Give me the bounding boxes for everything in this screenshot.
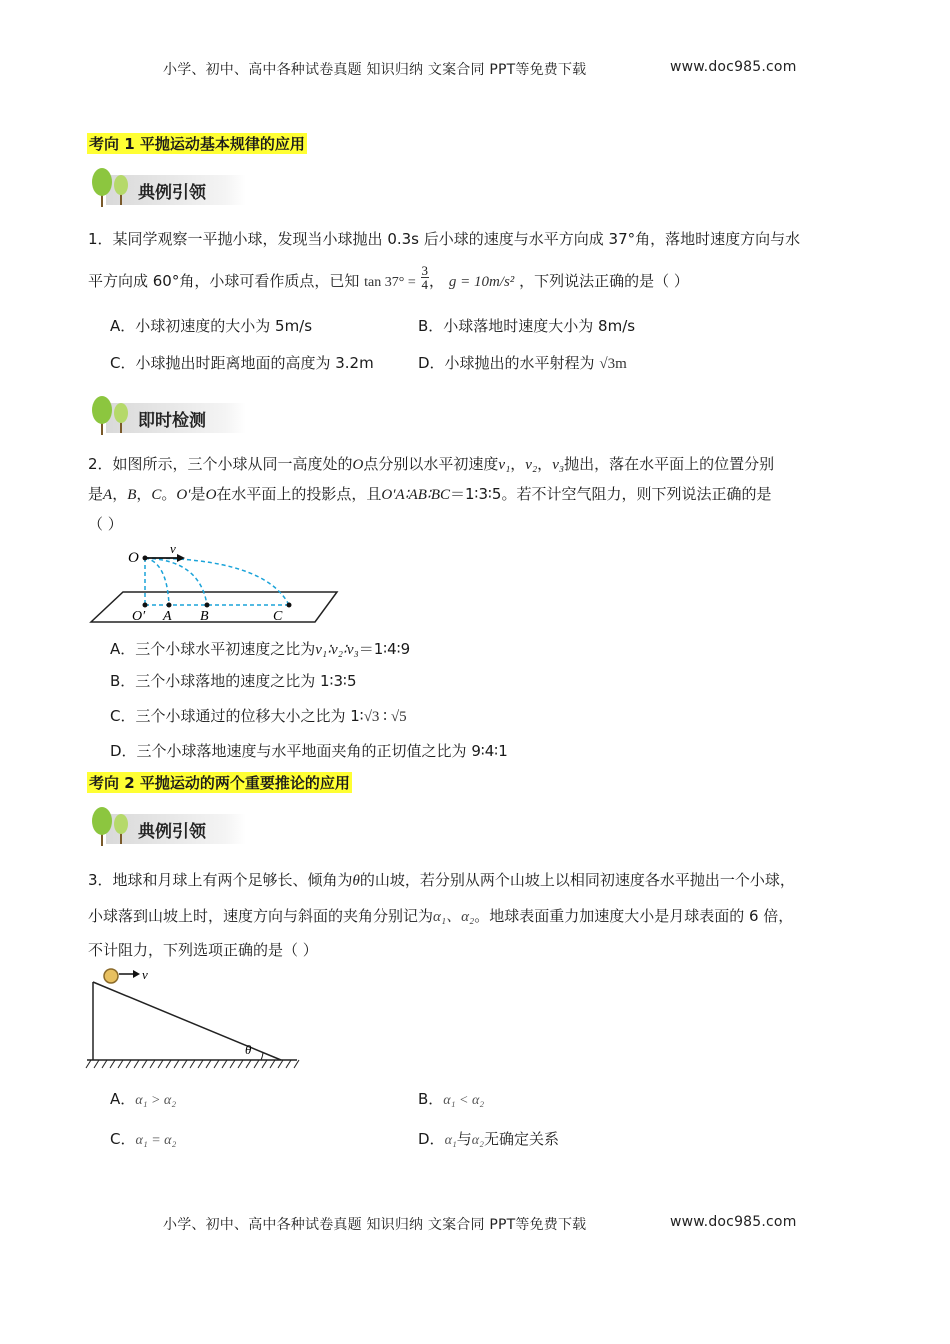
q1-tan-expr: tan 37° = <box>364 275 416 290</box>
label-c: C <box>273 609 283 624</box>
q3-option-c <box>110 1129 176 1151</box>
q3-option-a-label: A． <box>110 1090 136 1108</box>
label-b: B <box>200 609 209 624</box>
banner-check <box>88 395 248 437</box>
q2-v3: v₃ <box>552 457 565 473</box>
q3-option-d-label: D． <box>418 1130 445 1148</box>
q3-line-1-a: 3．地球和月球上有两个足够长、倾角为 <box>88 871 353 889</box>
trajectory-b <box>145 558 207 605</box>
q3-line-1 <box>88 870 795 891</box>
q1-line-2: 平方向成 60°角，小球可看作质点，已知 tan 37° = $\frac{3}{4}$ ， g = 10m/s² ，下列说法正确的是（ ） <box>88 263 689 292</box>
q2-line-2-c: 在水平面上的投影点，且 <box>216 485 382 503</box>
q1-fraction <box>421 264 430 291</box>
q2-option-a-ratio: ＝1∶4∶9 <box>358 640 411 658</box>
q3-option-b <box>418 1089 484 1111</box>
q3-option-d-alpha1: α₁ <box>444 1133 457 1148</box>
banner-label: 典例引领 <box>138 183 206 203</box>
arrow-head-icon <box>133 970 140 978</box>
q3-option-a-math: α₁ > α₂ <box>135 1093 177 1108</box>
q2-v2: v₂ <box>525 457 538 473</box>
q2-option-b: B．三个小球落地的速度之比为 1∶3∶5 <box>110 672 357 690</box>
page-footer-left: 小学、初中、高中各种试卷真题 知识归纳 文案合同 PPT等免费下载 <box>163 1217 587 1233</box>
label-o-prime: O′ <box>132 609 146 624</box>
q1-option-d-math: √3m <box>599 356 627 372</box>
label-a: A <box>163 609 172 624</box>
q1-option-b: B．小球落地时速度大小为 8m/s <box>418 317 636 335</box>
q3-line-1-b: 的山坡，若分别从两个山坡上以相同初速度各水平抛出一个小球， <box>359 871 795 889</box>
q2-option-d: D．三个小球落地速度与水平地面夹角的正切值之比为 9∶4∶1 <box>110 742 508 760</box>
q1-line-2-text: 平方向成 60°角，小球可看作质点，已知 <box>88 272 360 290</box>
q2-option-a-math: v₁∶v₂∶v₃ <box>315 642 359 658</box>
q2-line-2-a: 是 <box>88 485 104 503</box>
q3-line-2-b: 。地球表面重力加速度大小是月球表面的 6 倍， <box>474 907 794 925</box>
q1-line-1: 1．某同学观察一平抛小球，发现当小球抛出 0.3s 后小球的速度与水平方向成 37°角，落地时速度方向与水 <box>88 230 801 248</box>
q2-point-c: C <box>151 487 162 503</box>
q1-option-a: A．小球初速度的大小为 5m/s <box>110 317 313 335</box>
arrow-head-icon <box>177 554 185 562</box>
q3-line-2 <box>88 906 793 927</box>
label-v: v <box>170 541 176 556</box>
page-header-left: 小学、初中、高中各种试卷真题 知识归纳 文案合同 PPT等免费下载 <box>163 62 587 78</box>
q3-theta: θ <box>352 873 360 889</box>
q3-option-c-math: α₁ = α₂ <box>135 1133 177 1148</box>
trajectory-a <box>145 558 169 605</box>
trajectory-c <box>145 558 289 605</box>
label-theta: θ <box>245 1042 252 1057</box>
ball-icon <box>104 969 118 983</box>
q1-line-2-end: ，下列说法正确的是（ ） <box>519 272 689 290</box>
q2-line-2: 是A，B，C。O′是O在水平面上的投影点，且O′A∶AB∶BC＝1∶3∶5。若不计空气阻力，则下列说法正确的是 <box>88 485 772 503</box>
q2-line-1: 2．如图所示，三个小球从同一高度处的O点分别以水平初速度v₁，v₂，v₃抛出，落在水平面上的位置分别 <box>88 455 775 473</box>
q2-line-1-b: 点分别以水平初速度 <box>363 455 499 473</box>
q3-option-c-label: C． <box>110 1130 136 1148</box>
q2-option-c-text: C．三个小球通过的位移大小之比为 1∶ <box>110 707 364 725</box>
section-title-2: 考向 2 平抛运动的两个重要推论的应用 <box>89 774 350 792</box>
q2-ratio-expr: O′A∶AB∶BC <box>381 487 450 503</box>
banner-example-2 <box>88 806 248 848</box>
angle-arc <box>261 1052 263 1060</box>
q2-option-c-math: √3 ∶ √5 <box>363 709 407 725</box>
q2-option-a <box>110 639 410 660</box>
q1-option-d <box>418 353 627 374</box>
slope-line <box>93 982 281 1060</box>
page-footer-url: www.doc985.com <box>670 1214 797 1230</box>
q3-line-3: 不计阻力，下列选项正确的是（ ） <box>88 941 318 959</box>
label-v: v <box>142 967 148 982</box>
q3-option-d-and: 与 <box>456 1130 472 1148</box>
q2-figure <box>85 538 345 628</box>
q1-g-expr: g = 10m/s² <box>448 274 515 290</box>
label-o: O <box>128 550 139 566</box>
q3-line-2-a: 小球落到山坡上时，速度方向与斜面的夹角分别记为 <box>88 907 434 925</box>
q3-figure <box>85 964 300 1076</box>
q3-option-b-math: α₁ < α₂ <box>443 1093 485 1108</box>
q2-point-o: O <box>352 457 364 473</box>
q1-frac-den: 4 <box>421 277 429 292</box>
q1-option-c: C．小球抛出时距离地面的高度为 3.2m <box>110 354 374 372</box>
q2-point-o-prime: O′ <box>176 487 191 503</box>
q3-option-b-label: B． <box>418 1090 444 1108</box>
q2-point-a: A <box>103 487 113 503</box>
tree-icon <box>88 395 136 437</box>
q1-option-d-text: D．小球抛出的水平射程为 <box>418 354 595 372</box>
section-title-1: 考向 1 平抛运动基本规律的应用 <box>89 135 305 153</box>
q3-option-d-text: 无确定关系 <box>484 1130 560 1148</box>
q2-line-3: （ ） <box>88 515 123 533</box>
q2-line-2-d: ＝1∶3∶5。若不计空气阻力，则下列说法正确的是 <box>450 485 772 503</box>
q3-option-d <box>418 1129 559 1151</box>
tree-icon <box>88 806 136 848</box>
q2-line-1-c: 抛出，落在水平面上的位置分别 <box>564 455 775 473</box>
page-header-url: www.doc985.com <box>670 59 797 75</box>
ground-plane <box>91 592 337 622</box>
q2-point-b: B <box>127 487 137 503</box>
q2-v1: v₁ <box>498 457 511 473</box>
q2-line-2-b: 是 <box>190 485 206 503</box>
q3-option-d-alpha2: α₂ <box>471 1133 485 1148</box>
q3-alpha12: α₁、α₂ <box>433 909 475 925</box>
tree-icon <box>88 167 136 209</box>
q2-line-1-a: 2．如图所示，三个小球从同一高度处的 <box>88 455 353 473</box>
banner-example-1 <box>88 167 248 209</box>
q2-point-o-2: O <box>205 487 217 503</box>
q2-option-a-text: A．三个小球水平初速度之比为 <box>110 640 316 658</box>
q1-frac-num: 3 <box>421 263 429 278</box>
q3-option-a <box>110 1089 176 1111</box>
q2-option-c <box>110 706 407 727</box>
banner-label: 典例引领 <box>138 822 206 842</box>
banner-label: 即时检测 <box>138 411 206 431</box>
